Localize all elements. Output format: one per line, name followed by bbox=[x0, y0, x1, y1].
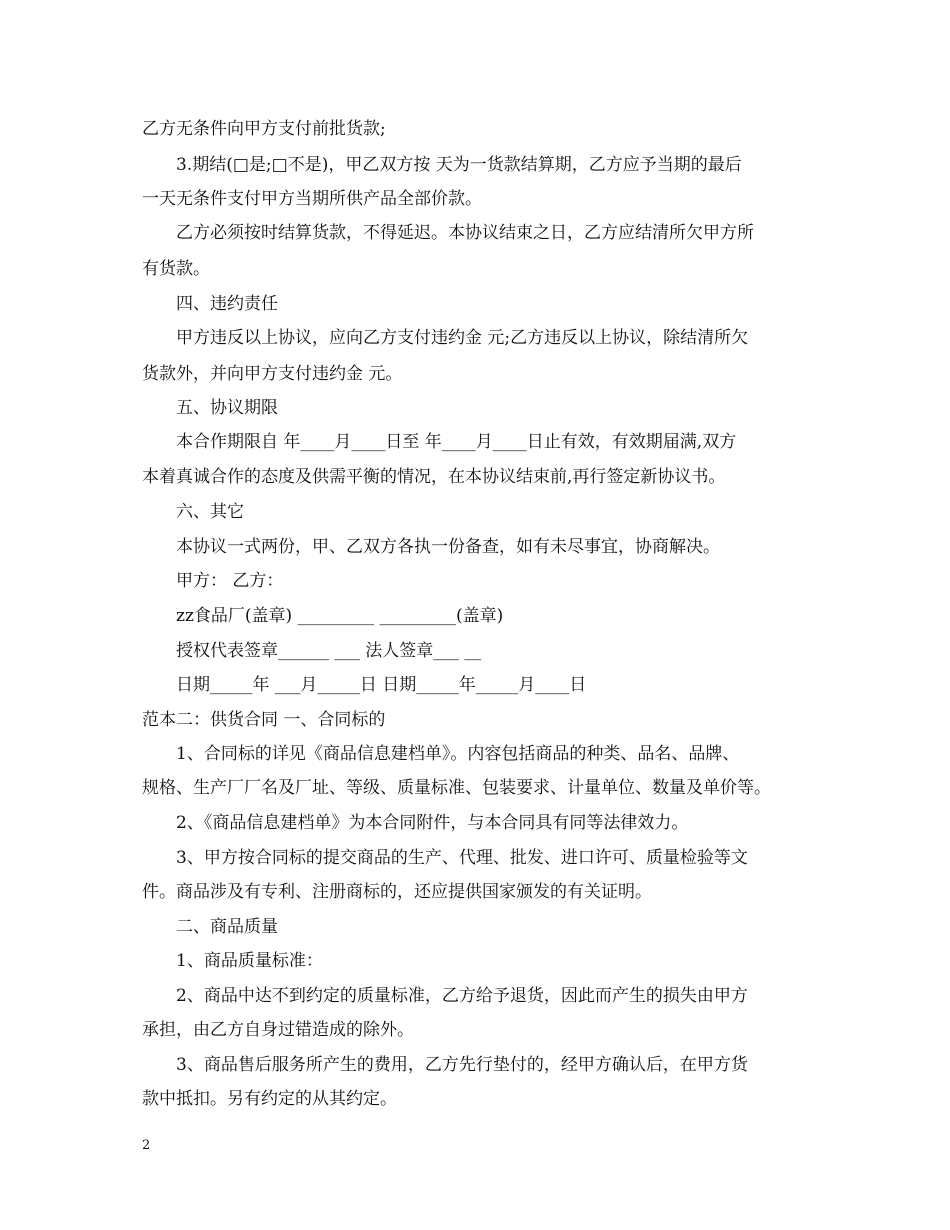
text-line: 乙方必须按时结算货款，不得延迟。本协议结束之日，乙方应结清所欠甲方所 bbox=[176, 223, 754, 243]
text-line: 3.期结(□是;□不是)，甲乙双方按 天为一货款结算期，乙方应予当期的最后 bbox=[176, 155, 742, 175]
page-number: 2 bbox=[142, 1138, 151, 1153]
section-heading: 五、协议期限 bbox=[176, 398, 278, 418]
text-line: 货款外，并向甲方支付违约金 元。 bbox=[142, 364, 403, 384]
text-line: 3、甲方按合同标的提交商品的生产、代理、批发、进口许可、质量检验等文 bbox=[176, 848, 748, 868]
text-line: 1、商品质量标准： bbox=[176, 951, 323, 971]
text-line: 款中抵扣。另有约定的从其约定。 bbox=[142, 1089, 397, 1109]
text-line: 2、《商品信息建档单》为本合同附件，与本合同具有同等法律效力。 bbox=[176, 813, 689, 833]
text-line: 件。商品涉及有专利、注册商标的，还应提供国家颁发的有关证明。 bbox=[142, 882, 652, 902]
signature-date-line: 日期_____年 ___月_____日 日期_____年_____月____日 bbox=[176, 675, 587, 695]
signature-stamp-line: zz食品厂(盖章) _________ _________(盖章) bbox=[176, 606, 504, 626]
text-line: 本协议一式两份，甲、乙双方各执一份备查，如有未尽事宜，协商解决。 bbox=[176, 537, 720, 557]
text-line: 2、商品中达不到约定的质量标准，乙方给予退货，因此而产生的损失由甲方 bbox=[176, 986, 748, 1006]
text-line: 甲方违反以上协议，应向乙方支付违约金 元;乙方违反以上协议，除结清所欠 bbox=[176, 328, 749, 348]
text-line: 本合作期限自 年____月____日至 年____月____日止有效，有效期届满,双方 bbox=[176, 432, 737, 452]
section-heading: 四、违约责任 bbox=[176, 294, 278, 314]
text-line: 规格、生产厂厂名及厂址、等级、质量标准、包装要求、计量单位、数量及单价等。 bbox=[142, 778, 771, 798]
text-line: 有货款。 bbox=[142, 259, 210, 279]
text-line: 3、商品售后服务所产生的费用，乙方先行垫付的，经甲方确认后，在甲方货 bbox=[176, 1055, 748, 1075]
text-line: 乙方无条件向甲方支付前批货款; bbox=[142, 119, 386, 139]
signature-representative-line: 授权代表签章______ ___ 法人签章___ __ bbox=[176, 641, 482, 661]
signature-parties: 甲方： 乙方： bbox=[176, 571, 284, 591]
text-line: 承担，由乙方自身过错造成的除外。 bbox=[142, 1020, 414, 1040]
section-heading: 二、商品质量 bbox=[176, 917, 278, 937]
text-line: 1、合同标的详见《商品信息建档单》。内容包括商品的种类、品名、品牌、 bbox=[176, 744, 740, 764]
section-heading: 六、其它 bbox=[176, 502, 244, 522]
template-two-heading: 范本二：供货合同 一、合同标的 bbox=[142, 710, 386, 730]
text-line: 一天无条件支付甲方当期所供产品全部价款。 bbox=[142, 189, 482, 209]
text-line: 本着真诚合作的态度及供需平衡的情况，在本协议结束前,再行签定新协议书。 bbox=[142, 467, 726, 487]
